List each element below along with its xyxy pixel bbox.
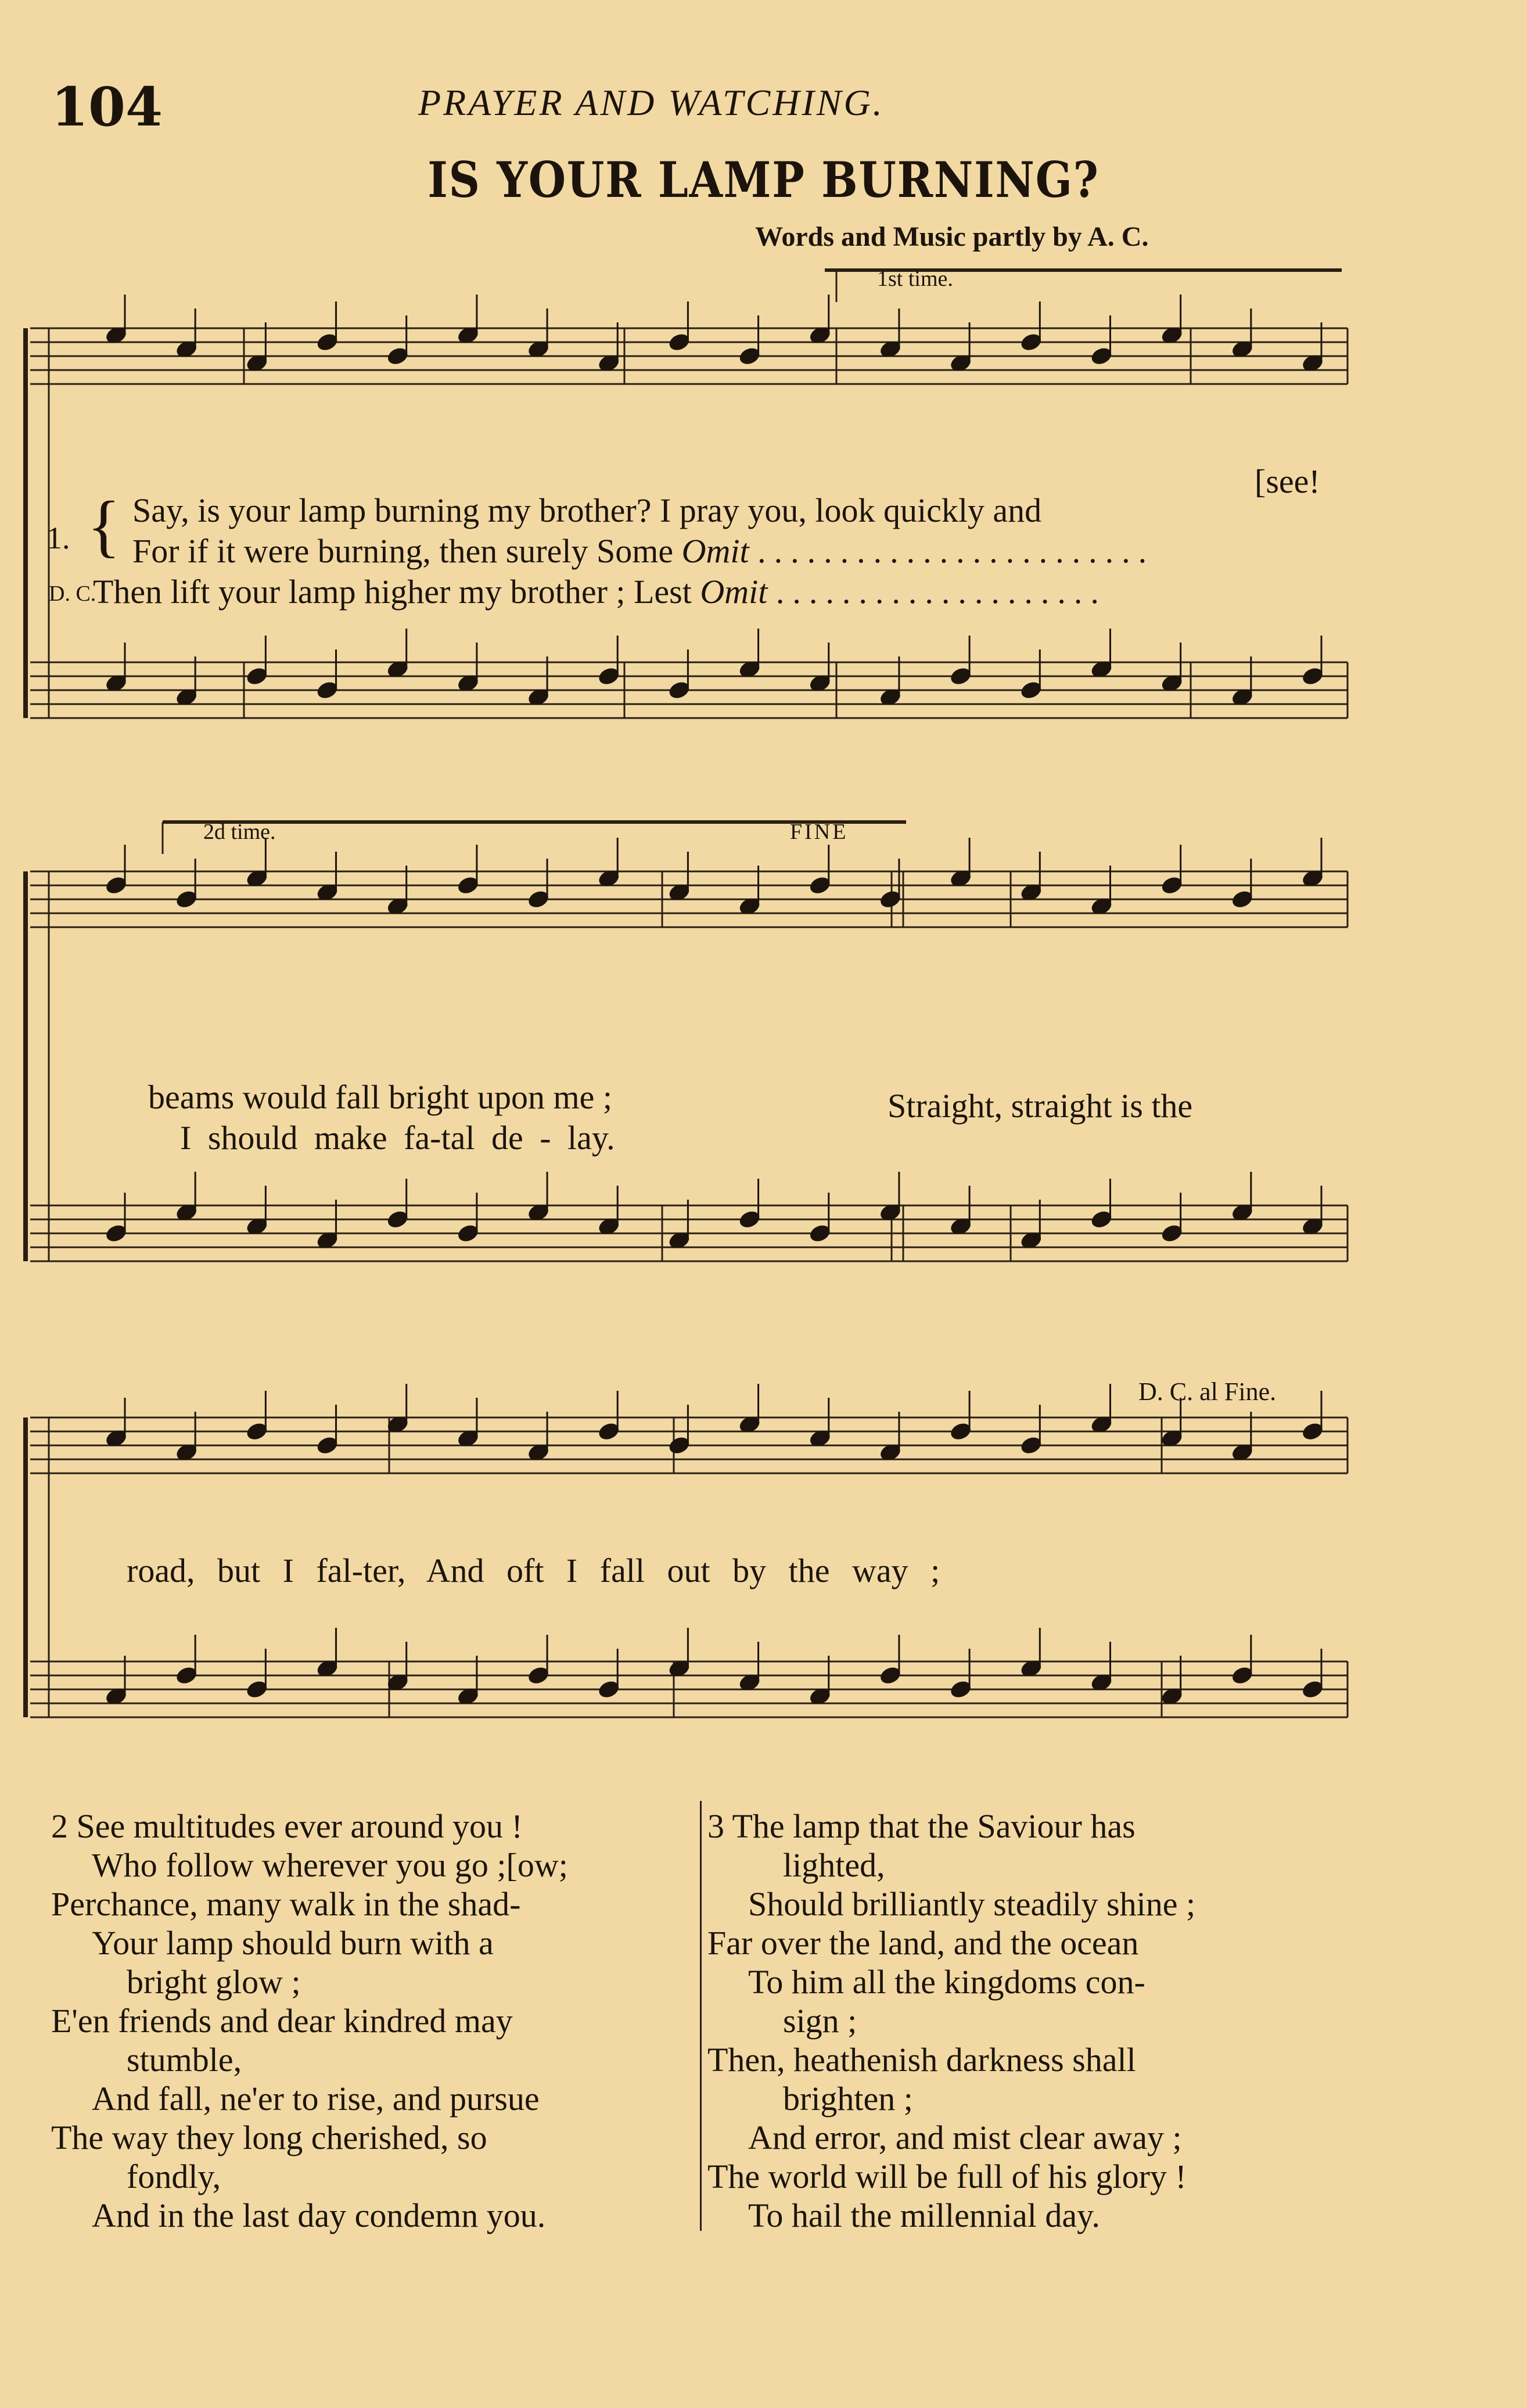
lyric-line-3: Then lift your lamp higher my brother ; Lest (93, 573, 692, 611)
lyric-s3-line-1: road, but I fal-ter, And oft I fall out by the way ; (127, 1552, 940, 1589)
verse-3-line: The world will be full of his glory ! (707, 2158, 1187, 2195)
verse-2-line: bright glow ; (127, 1963, 301, 2001)
verse-2-line: Who follow wherever you go ;[ow; (92, 1846, 568, 1884)
column-divider (700, 1801, 702, 2231)
lyric-line-1: Say, is your lamp burning my brother? I pray you, look quickly and (132, 491, 1042, 529)
verse-2-line: stumble, (127, 2041, 242, 2079)
verse-2-line: And fall, ne'er to rise, and pursue (92, 2080, 540, 2118)
verse-3-line: To hail the millennial day. (748, 2197, 1100, 2234)
verse-2-line: The way they long cherished, so (51, 2119, 487, 2156)
lyric-line-2: For if it were burning, then surely Some (132, 532, 674, 570)
verse-number-1: 1. (46, 521, 70, 555)
verse-2-line: 2 See multitudes ever around you ! (51, 1807, 523, 1845)
verse-3-line: lighted, (783, 1846, 885, 1884)
lyric-see: [see! (1255, 462, 1320, 500)
verse-2-line: fondly, (127, 2158, 221, 2195)
lyric-s2-line-2: I should make fa-tal de - lay. (180, 1119, 615, 1157)
verse-3-line: sign ; (783, 2002, 857, 2040)
lyric-refrain: Straight, straight is the (888, 1087, 1193, 1125)
composer-credit: Words and Music partly by A. C. (755, 221, 1149, 252)
verse-2-line: E'en friends and dear kindred may (51, 2002, 513, 2040)
verse-2-line: Your lamp should burn with a (92, 1924, 494, 1962)
verse-3-line: Then, heathenish darkness shall (707, 2041, 1136, 2079)
lyric-line-3-omit: Omit (700, 573, 768, 611)
lyric-s2-line-1: beams would fall bright upon me ; (148, 1078, 612, 1116)
verse-3-line: Should brilliantly steadily shine ; (748, 1885, 1196, 1923)
second-ending-label: 2d time. (203, 820, 276, 844)
verse-3-line: To him all the kingdoms con- (748, 1963, 1145, 2001)
verse-2-line: And in the last day condemn you. (92, 2197, 546, 2234)
verse-3-line: And error, and mist clear away ; (748, 2119, 1182, 2156)
fine-marking: FINE (790, 820, 849, 844)
verse-2-line: Perchance, many walk in the shad- (51, 1885, 521, 1923)
verse-3-line: 3 The lamp that the Saviour has (707, 1807, 1136, 1845)
lyric-line-2-omit: Omit (681, 532, 749, 570)
dc-al-fine-marking: D. C. al Fine. (1138, 1377, 1277, 1406)
verse-3 (707, 1807, 1195, 2235)
hymn-title: IS YOUR LAMP BURNING? (427, 151, 1100, 209)
dc-label: D. C. (49, 582, 96, 606)
verse-brace: { (87, 487, 121, 564)
verse-3-line: brighten ; (783, 2080, 913, 2118)
first-ending-label: 1st time. (877, 267, 953, 291)
verse-3-line: Far over the land, and the ocean (707, 1924, 1139, 1962)
running-head: PRAYER AND WATCHING. (418, 82, 885, 123)
verse-2 (51, 1807, 568, 2235)
page-number: 104 (51, 76, 163, 138)
